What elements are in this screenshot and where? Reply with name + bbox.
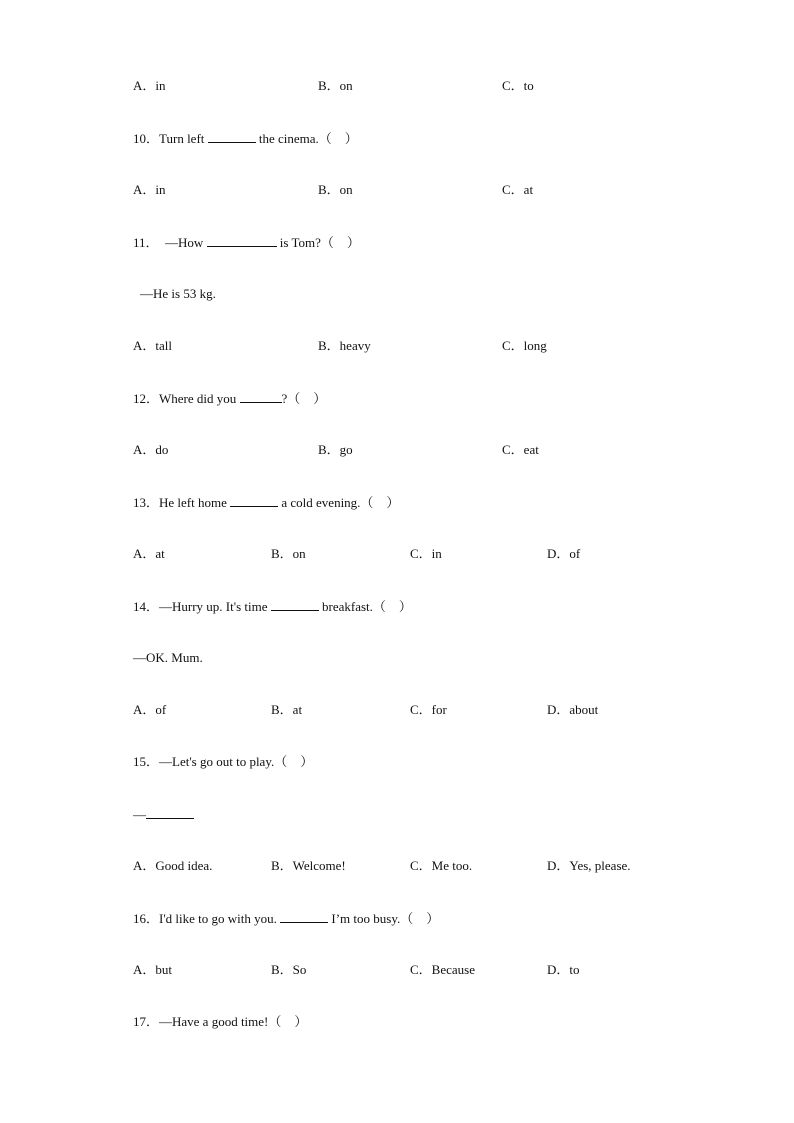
q11-option-b: B．heavy <box>318 338 371 353</box>
q12-stem <box>133 390 326 407</box>
q14-option-d: D．about <box>547 702 599 717</box>
q10-option-c: C．at <box>502 182 534 197</box>
q15-option-b: B．Welcome! <box>271 858 346 873</box>
answer-blank <box>146 806 194 819</box>
answer-blank <box>280 910 328 923</box>
q14-answer: —OK. Mum. <box>133 650 203 665</box>
q15-answer <box>133 806 194 823</box>
q14-stem <box>133 598 412 615</box>
q16-option-a: A．but <box>133 962 173 977</box>
answer-blank <box>207 234 277 247</box>
q16-stem-start: 16．I'd like to go with you. <box>133 911 281 926</box>
q16-stem-end: I’m too busy.（ ） <box>328 911 440 926</box>
q13-stem <box>133 494 399 511</box>
q10-option-b: B．on <box>318 182 353 197</box>
q12-option-c: C．eat <box>502 442 539 457</box>
q15-option-c: C．Me too. <box>410 858 473 873</box>
q11-option-c: C．long <box>502 338 547 353</box>
q10-stem <box>133 130 358 147</box>
q15-stem: 15．—Let's go out to play.（ ） <box>133 754 314 769</box>
answer-blank <box>230 494 278 507</box>
q13-option-a: A．at <box>133 546 165 561</box>
q15-option-a: A．Good idea. <box>133 858 213 873</box>
q12-stem-start: 12．Where did you <box>133 391 240 406</box>
q12-stem-end: ?（ ） <box>281 391 327 406</box>
q14-stem-start: 14．—Hurry up. It's time <box>133 599 271 614</box>
q11-stem-start: 11． —How <box>133 235 207 250</box>
q17-stem: 17．—Have a good time!（ ） <box>133 1014 308 1029</box>
q9-option-a: A．in <box>133 78 166 93</box>
q15-option-d: D．Yes, please. <box>547 858 631 873</box>
q9-option-b: B．on <box>318 78 353 93</box>
q16-option-b: B．So <box>271 962 307 977</box>
q14-stem-end: breakfast.（ ） <box>318 599 412 614</box>
q11-answer: —He is 53 kg. <box>140 286 216 301</box>
answer-blank <box>240 390 282 403</box>
answer-blank <box>208 130 256 143</box>
q11-option-a: A．tall <box>133 338 172 353</box>
q13-stem-end: a cold evening.（ ） <box>278 495 400 510</box>
q13-option-b: B．on <box>271 546 306 561</box>
q16-option-c: C．Because <box>410 962 475 977</box>
q16-option-d: D．to <box>547 962 580 977</box>
q11-stem <box>133 234 360 251</box>
q10-option-a: A．in <box>133 182 166 197</box>
q10-stem-end: the cinema.（ ） <box>255 131 358 146</box>
q12-option-a: A．do <box>133 442 169 457</box>
q11-stem-end: is Tom?（ ） <box>276 235 360 250</box>
q10-stem-start: 10．Turn left <box>133 131 208 146</box>
q16-stem <box>133 910 439 927</box>
q14-option-b: B．at <box>271 702 303 717</box>
q9-option-c: C．to <box>502 78 534 93</box>
q13-option-c: C．in <box>410 546 442 561</box>
q13-option-d: D．of <box>547 546 581 561</box>
q14-option-a: A．of <box>133 702 167 717</box>
q12-option-b: B．go <box>318 442 353 457</box>
q15-answer-dash: — <box>133 807 146 822</box>
answer-blank <box>271 598 319 611</box>
q14-option-c: C．for <box>410 702 447 717</box>
q13-stem-start: 13．He left home <box>133 495 231 510</box>
